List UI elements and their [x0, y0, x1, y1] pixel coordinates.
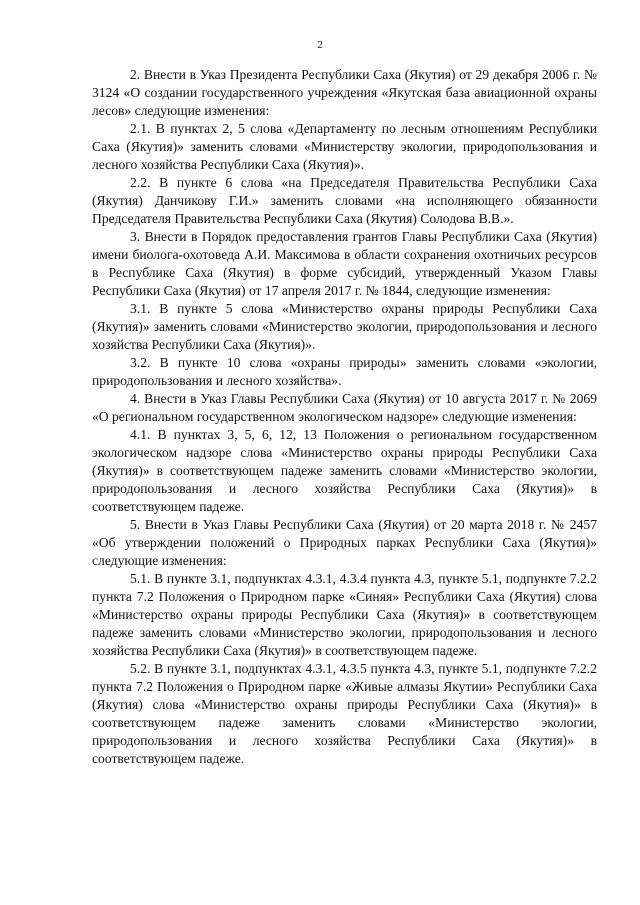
- paragraph-item-4-1: 4.1. В пунктах 3, 5, 6, 12, 13 Положения о региональном государственном экологическом надзоре слова «Министерство охраны природы Республики Саха (Якутия)» в соответствующем падеже заменить словами «Министерство экологии, природопользования и лесного хозяйства Республики Саха (Якутия)» в соответствующем падеже.: [92, 427, 597, 514]
- paragraph-item-4: 4. Внести в Указ Главы Республики Саха (Якутия) от 10 августа 2017 г. № 2069 «О региональном государственном экологическом надзоре» следующие изменения:: [92, 391, 597, 424]
- paragraph-item-3-2: 3.2. В пункте 10 слова «охраны природы» заменить словами «экологии, природопользования и лесного хозяйства».: [92, 355, 597, 388]
- paragraph-item-3-1: 3.1. В пункте 5 слова «Министерство охраны природы Республики Саха (Якутия)» заменить словами «Министерство экологии, природопользования и лесного хозяйства Республики Саха (Якутия)».: [92, 301, 597, 352]
- document-body: [92, 66, 597, 768]
- paragraph-item-3: 3. Внести в Порядок предоставления грантов Главы Республики Саха (Якутия) имени биолога-охотоведа А.И. Максимова в области сохранения охотничьих ресурсов в Республике Саха (Якутия) в форме субсидий, утвержденный Указом Главы Республики Саха (Якутия) от 17 апреля 2017 г. № 1844, следующие изменения:: [92, 229, 597, 298]
- page-number: 2: [317, 39, 323, 51]
- paragraph-item-5-1: 5.1. В пункте 3.1, подпунктах 4.3.1, 4.3.4 пункта 4.3, пункте 5.1, подпункте 7.2.2 пункта 7.2 Положения о Природном парке «Синяя» Республики Саха (Якутия) слова «Министерство охраны природы Республики Саха (Якутия)» в соответствующем падеже заменить словами «Министерство экологии, природопользования и лесного хозяйства Республики Саха (Якутия)» в соответствующем падеже.: [92, 571, 597, 658]
- paragraph-item-2-1: 2.1. В пунктах 2, 5 слова «Департаменту по лесным отношениям Республики Саха (Якутия)» заменить словами «Министерству экологии, природопользования и лесного хозяйства Республики Саха (Якутия)».: [92, 121, 597, 172]
- paragraph-item-5-2: 5.2. В пункте 3.1, подпунктах 4.3.1, 4.3.5 пункта 4.3, пункте 5.1, подпункте 7.2.2 пункта 7.2 Положения о Природном парке «Живые алмазы Якутии» Республики Саха (Якутия) слова «Министерство охраны природы Республики Саха (Якутия)» в соответствующем падеже заменить словами «Министерство экологии, природопользования и лесного хозяйства Республики Саха (Якутия)» в соответствующем падеже.: [92, 661, 597, 766]
- paragraph-item-2: 2. Внести в Указ Президента Республики Саха (Якутия) от 29 декабря 2006 г. № 3124 «О создании государственного учреждения «Якутская база авиационной охраны лесов» следующие изменения:: [92, 67, 597, 118]
- paragraph-item-5: 5. Внести в Указ Главы Республики Саха (Якутия) от 20 марта 2018 г. № 2457 «Об утверждении положений о Природных парках Республики Саха (Якутия)» следующие изменения:: [92, 517, 597, 568]
- paragraph-item-2-2: 2.2. В пункте 6 слова «на Председателя Правительства Республики Саха (Якутия) Данчикову Г.И.» заменить словами «на исполняющего обязанности Председателя Правительства Республики Саха (Якутия) Солодова В.В.».: [92, 175, 597, 226]
